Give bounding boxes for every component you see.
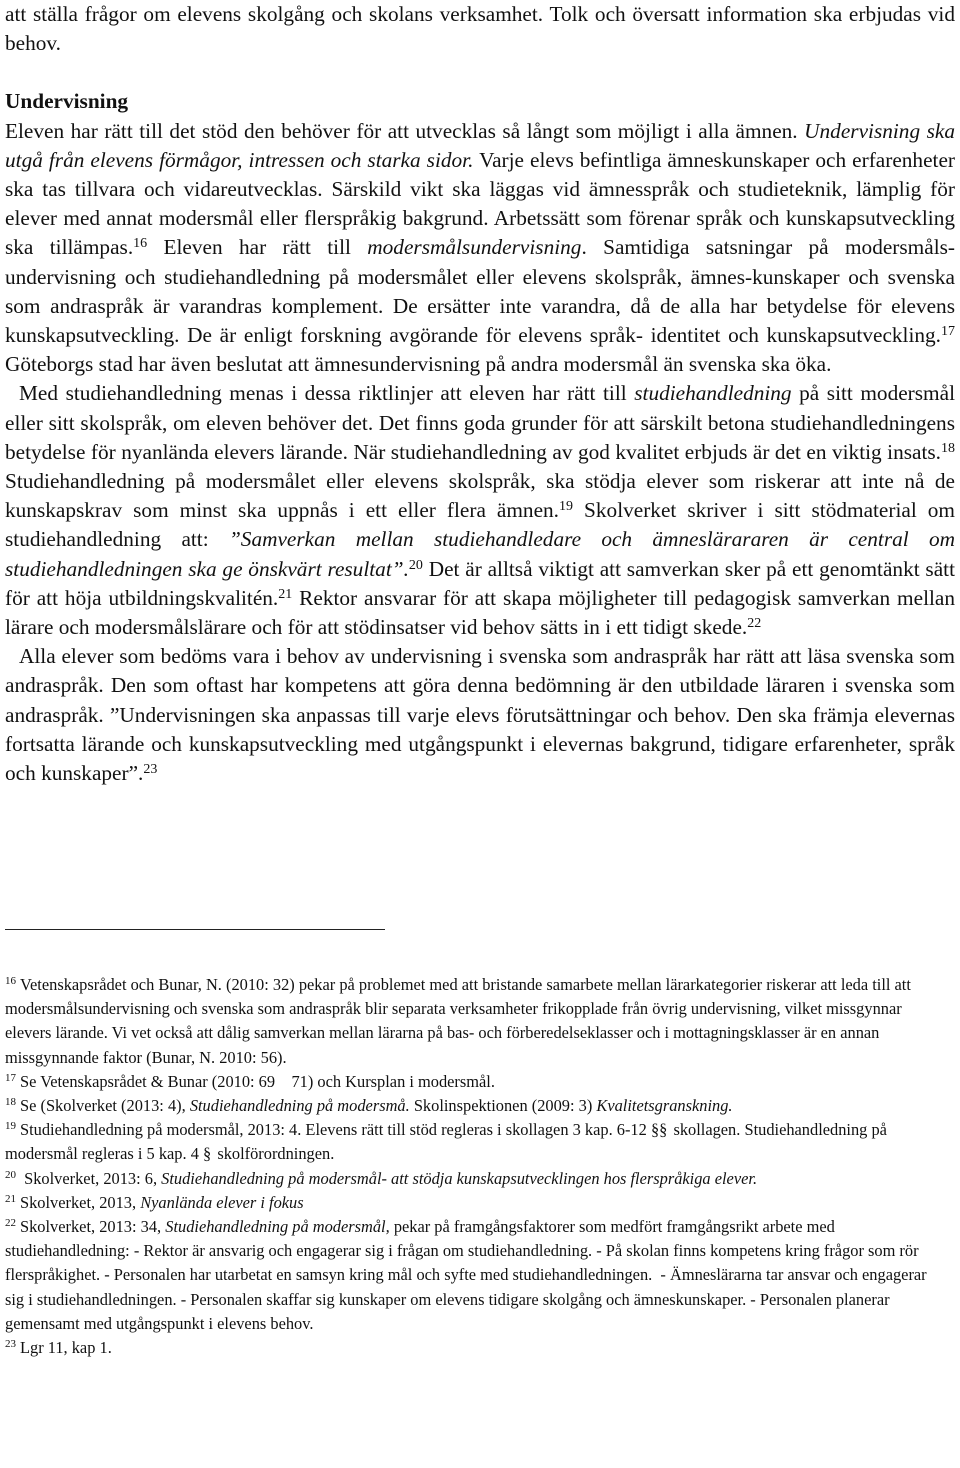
italic-span: Undervisning ska utgå från elevens förmågor, intressen och starka sidor. [5,118,955,172]
footnote-number: 23 [5,1338,16,1351]
text-span: Eleven har rätt till det stöd den behöver för att utvecklas så långt som möjligt i alla ämnen. [5,118,798,143]
footnote-ref-16[interactable]: 16 [133,236,148,252]
footnote-italic: Nyanlända elever i fokus [140,1192,304,1212]
intro-paragraph: att ställa frågor om elevens skolgång och skolans verksamhet. Tolk och översatt information ska erbjudas vid behov. [5,2,955,56]
footnote-ref-20[interactable]: 20 [408,557,423,573]
footnote-text: Skolverket, 2013: 6, [24,1168,158,1188]
text-span: Skolverket skriver i sitt stödmaterial om studiehandledning att: [5,498,956,552]
paragraph-studiehandledning [5,379,955,642]
footnote-16 [5,973,945,1070]
text-span: . Samtidiga satsningar på modersmåls-undervisning och studiehandledning på modersmålet eller elevens skolspråk, ämnes-kunskaper och svenska som andraspråk är varandras komplement. De ersätter inte varandra, då de alla har betydelse för elevens kunskapsutveckling. De är enligt forskning avgörande för elevens språk- identitet och kunskapsutveckling. [5,235,955,348]
footnote-ref-22[interactable]: 22 [747,616,762,632]
footnote-text: Vetenskapsrådet och Bunar, N. (2010: 32) pekar på problemet med att bristande samarbete mellan lärarkategorier riskerar att leda till att modersmålsundervisning och svenska som andraspråk blir separata verksamheter frikopplade från övrig undervisning, vilket missgynnar elevers lärande. Vi vet också att dålig samverkan mellan lärarna på bas- och förberedelseklasser och i mottagningsklasser är en annan missgynnande faktor (Bunar, N. 2010: 56). [5,975,911,1067]
footnote-ref-21[interactable]: 21 [278,586,293,602]
body-text [5,0,955,788]
footnote-23 [5,1336,945,1360]
footnote-ref-23[interactable]: 23 [143,762,158,778]
text-span: Alla elever som bedöms vara i behov av undervisning i svenska som andraspråk har rätt att läsa svenska som andraspråk. Den som oftast har kompetens att göra denna bedömning är den utbildade läraren i svenska som andraspråk. ”Undervisningen ska anpassas till varje elevs förutsättningar och behov. Den ska främja elevernas fortsatta lärande och kunskapsutveckling med utgångspunkt i elevernas bakgrund, tidigare erfarenheter, språk och kunskaper”. [5,644,955,786]
footnote-text: Se (Skolverket (2013: 4), [20,1096,186,1116]
italic-span: studiehandledning [634,381,792,406]
footnote-ref-18[interactable]: 18 [941,440,955,456]
text-span: Med studiehandledning menas i dessa riktlinjer att eleven har rätt till [19,381,627,406]
footnote-19 [5,1118,945,1166]
footnote-italic: Kvalitetsgranskning. [596,1096,733,1116]
footnote-text: pekar på framgångsfaktorer som medfört framgångsrikt arbete med studiehandledning: - Rektor är ansvarig och engagerar sig i frågan om studiehandledning. - På skolan finns kompetens kring frågor som rör flerspråkighet. - Personalen har utarbetat en samsyn kring mål och syfte med studiehandledningen. - Ämneslärarna tar ansvar och engagerar sig i studiehandledningen. - Personalen skaffar sig kunskaper om elevens tidigare skolgång och ämneskunskaper. - Personalen planerar gemensamt med utgångspunkt i elevens behov. [5,1217,927,1333]
footnote-number: 17 [5,1071,16,1084]
footnote-18 [5,1094,945,1118]
text-span: Eleven har rätt till [163,235,351,260]
footnote-text: Studiehandledning på modersmål, 2013: 4. Elevens rätt till stöd regleras i skollagen 3 kap. 6-12 [20,1120,647,1140]
footnote-text: Skolverket, 2013, [20,1192,137,1212]
text-span: Göteborgs stad har även beslutat att ämnesundervisning på andra modersmål än svenska ska öka. [5,352,832,377]
italic-span: modersmålsundervisning [367,235,582,260]
footnote-separator [5,929,385,930]
footnote-ref-17[interactable]: 17 [941,324,955,340]
text-span: på sitt modersmål eller sitt skolspråk, om eleven behöver det. Det finns goda grunder för att särskilt betona studiehandledningens betydelse för nyanlända elevers lärande. När studiehandledning av god kvalitet erbjuds är det en viktig insats. [5,381,955,464]
text-span: Rektor ansvarar för att skapa möjligheter till pedagogisk samverkan mellan lärare och modersmålslärare och för att stödinsatser vid behov sätts in i ett tidigt skede. [5,585,956,640]
text-span: Det är alltså viktigt att samverkan sker på ett genomtänkt sätt för att höja utbildningskvalitén. [5,556,955,610]
footnote-22 [5,1215,945,1336]
footnote-italic: Studiehandledning på modersmå. [189,1096,410,1116]
document-page [5,0,956,1358]
footnote-number: 16 [5,975,16,987]
footnote-text: Skolinspektionen (2009: 3) [413,1096,593,1116]
footnote-number: 21 [5,1192,16,1205]
footnote-20 [5,1167,945,1191]
text-span: Studiehandledning på modersmålet eller elevens skolspråk, ska stödja elever som riskerar att inte nå de kunskapskrav som minst ska uppnås i ett eller flera ämnen. [5,469,955,523]
footnote-italic: Studiehandledning på modersmål- att stödja kunskapsutvecklingen hos flerspråkiga elever. [161,1168,758,1188]
footnote-text: Se Vetenskapsrådet & Bunar (2010: 69 71) och Kursplan i modersmål. [20,1071,495,1091]
italic-span: ”Samverkan mellan studiehandledare och ämneslärararen är central om studiehandledningen ska ge önskvärt resultat”. [5,527,955,581]
footnote-italic: Studiehandledning på modersmål, [165,1217,390,1237]
footnote-21 [5,1191,945,1215]
section-sign: § [203,1144,212,1164]
section-heading-undervisning: Undervisning [5,89,129,114]
section-sign: §§ [650,1120,668,1140]
footnote-ref-19[interactable]: 19 [559,499,574,515]
footnote-number: 20 [5,1168,16,1181]
footnote-number: 19 [5,1120,16,1133]
text-span: Varje elevs befintliga ämneskunskaper och erfarenheter ska tas tillvara och vidareutvecklas. Särskild vikt ska läggas vid ämnesspråk och studieteknik, lämplig för elever med annat modersmål eller flerspråkig bakgrund. Arbetssätt som förenar språk och kunskapsutveckling ska tillämpas. [5,147,955,260]
footnote-text: Lgr 11, kap 1. [20,1338,112,1358]
footnotes [5,973,945,1360]
footnote-number: 18 [5,1096,16,1109]
footnote-text: Skolverket, 2013: 34, [20,1217,162,1237]
footnote-number: 22 [5,1217,16,1230]
footnote-text: skollagen. Studiehandledning på modersmål regleras i 5 kap. 4 [5,1120,887,1164]
footnote-17 [5,1070,945,1094]
paragraph-undervisning [5,117,955,380]
footnote-text: skolförordningen. [217,1144,335,1164]
paragraph-svenska-som-andrasprak [5,642,955,788]
